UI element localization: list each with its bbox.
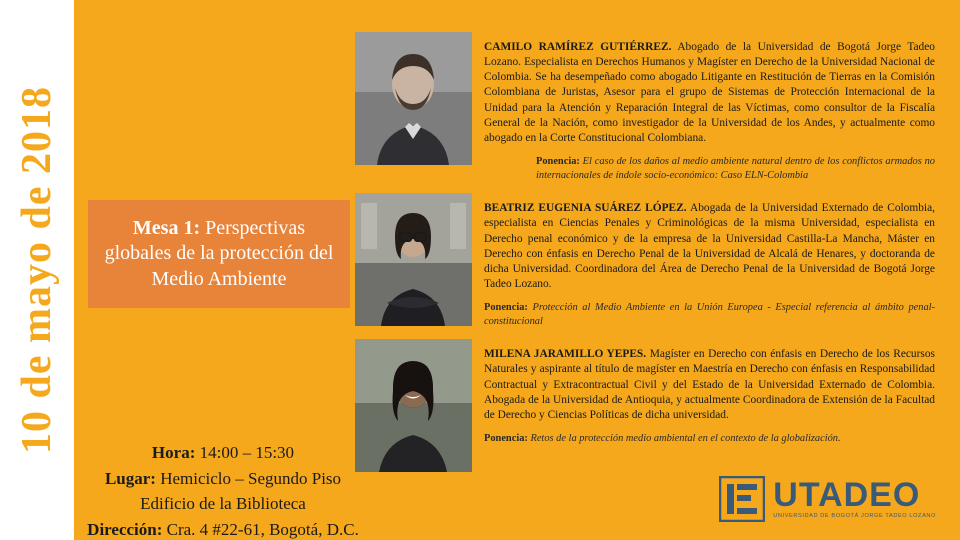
ponencia-label-2: Ponencia: xyxy=(484,302,528,314)
speaker-bio-text-1: Abogado de la Universidad de Bogotá Jorge Tadeo Lozano. Especialista en Derechos Humanos y Magíster en Derecho de la Universidad Nacional de Colombia. Se ha desempeñado como abogado Litigante en Restitución de Tierras en la Comisión Colombiana de Juristas, Asesor para el grupo de Sistemas de Protección Internacional de la Unidad para la Atención y Reparación Integral de las Víctimas, como consultor de la Fiscalía General de la Nación, como investigador de la Universidad de los Andes, y actualmente como abogado en la Corte Constitucional Colombiana. xyxy=(484,41,935,144)
ponencia-title-1: El caso de los daños al medio ambiente natural dentro de los conflictos armados no internacionales de índole socio-económico: Caso ELN-Colombia xyxy=(536,156,935,182)
ponencia-title-2: Protección al Medio Ambiente en la Unión Europea - Especial referencia al ámbito penal-constitucional xyxy=(484,302,935,328)
utadeo-tagline: UNIVERSIDAD DE BOGOTÁ JORGE TADEO LOZANO xyxy=(773,513,936,520)
logistics-lugar-line2: Edificio de la Biblioteca xyxy=(140,494,306,513)
session-title-rest: Perspectivas globales de la protección del Medio Ambiente xyxy=(104,216,334,290)
date-band xyxy=(0,0,74,540)
logistics-hora-value: 14:00 – 15:30 xyxy=(195,443,295,462)
utadeo-wordmark: UTADEO xyxy=(773,476,921,515)
speaker-bio-2 xyxy=(484,201,935,292)
session-title-prefix: Mesa 1: xyxy=(132,216,201,239)
ponencia-label-3: Ponencia: xyxy=(484,433,528,444)
speaker-ponencia-2 xyxy=(484,301,935,329)
speaker-bio-text-3: Magíster en Derecho con énfasis en Derecho de los Recursos Naturales y aspirante al título de magíster en Maestría en Derecho con énfasis en Responsabilidad Contractual y Extracontractual Civil y del Estado de la Universidad Externado de Colombia. Abogada de la Universidad de Antioquia, y actualmente Coordinadora de Extensión de la Facultad de Derecho y Ciencias Políticas de dicha universidad. xyxy=(484,348,935,421)
logistics-direccion xyxy=(78,517,368,540)
speakers-list xyxy=(355,32,935,482)
speaker-text-3 xyxy=(472,339,935,446)
speaker-name-3: MILENA JARAMILLO YEPES. xyxy=(484,348,647,361)
speaker-item xyxy=(355,32,935,183)
speaker-ponencia-3 xyxy=(484,432,935,446)
speaker-bio-1 xyxy=(484,40,935,146)
utadeo-logomark-icon xyxy=(719,476,765,522)
speaker-ponencia-1 xyxy=(484,155,935,183)
event-date: 10 de mayo de 2018 xyxy=(14,86,60,454)
logistics-hora-label: Hora: xyxy=(151,443,196,462)
session-title-box xyxy=(88,200,350,308)
utadeo-logo xyxy=(719,476,936,522)
speaker-text-2 xyxy=(472,193,935,329)
logistics-direccion-value: Cra. 4 #22-61, Bogotá, D.C. xyxy=(162,519,359,539)
logistics-block xyxy=(78,440,368,540)
speaker-bio-text-2: Abogada de la Universidad Externado de Colombia, especialista en Ciencias Penales y Criminológicas de la misma Universidad, especialista en Derecho penal económico y de la empresa de la Universidad Castilla-La Mancha, Máster en Derecho con énfasis en Derecho Penal de la Universidad de Alcalá de Henares, y doctoranda de dicha Universidad. Coordinadora del Área de Derecho Penal de la Universidad de Bogotá Jorge Tadeo Lozano. xyxy=(484,202,935,290)
logistics-lugar-label: Lugar: xyxy=(104,468,156,488)
speaker-name-1: CAMILO RAMÍREZ GUTIÉRREZ. xyxy=(484,41,672,53)
session-title xyxy=(102,216,336,293)
ponencia-title-3: Retos de la protección medio ambiental en el contexto de la globalización. xyxy=(527,433,841,444)
speaker-photo-3 xyxy=(355,339,472,472)
logistics-hora xyxy=(78,440,368,466)
speaker-text-1 xyxy=(472,32,935,183)
speaker-photo-1 xyxy=(355,32,472,165)
logistics-lugar xyxy=(78,466,368,492)
speaker-item xyxy=(355,193,935,329)
speaker-name-2: BEATRIZ EUGENIA SUÁREZ LÓPEZ. xyxy=(484,202,687,215)
speaker-item xyxy=(355,339,935,472)
utadeo-logo-text xyxy=(773,478,936,520)
logistics-direccion-label: Dirección: xyxy=(87,519,163,539)
logistics-lugar-value: Hemiciclo – Segundo Piso xyxy=(155,468,342,488)
speaker-bio-3 xyxy=(484,347,935,423)
ponencia-label-1: Ponencia: xyxy=(536,156,580,168)
speaker-photo-2 xyxy=(355,193,472,326)
